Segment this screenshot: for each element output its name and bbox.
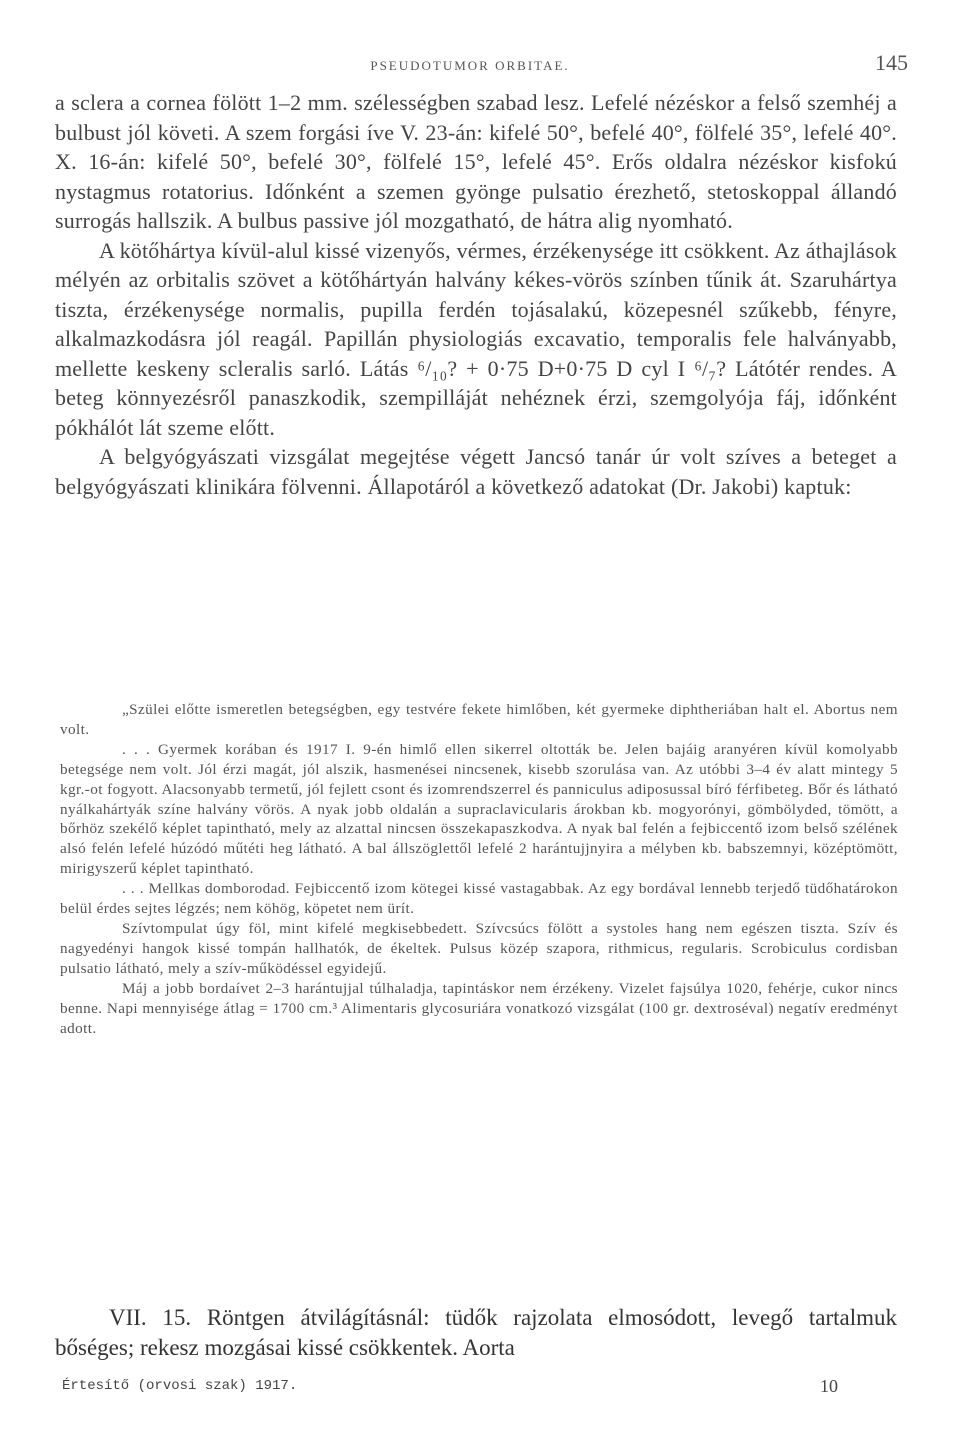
- page-number: 145: [875, 50, 908, 75]
- page-footer: [0, 1372, 960, 1402]
- main-text: [55, 88, 897, 501]
- journal-footer: Értesítő (orvosi szak) 1917.: [62, 1378, 298, 1394]
- paragraph-internal-exam: A belgyógyászati vizsgálat megejtése végett Jancsó tanár úr volt szíves a beteget a belgyógyászati klinikára fölvenni. Állapotáról a következő adatokat (Dr. Jakobi) kaptuk:: [55, 444, 897, 499]
- paragraph-xray: VII. 15. Röntgen átvilágításnál: tüdők rajzolata elmosódott, levegő tartalmuk bőséges; rekesz mozgásai kissé csökkentek. Aorta: [55, 1305, 897, 1360]
- signature-mark: 10: [820, 1376, 838, 1396]
- report-paragraph-liver-urine: Máj a jobb bordaívet 2–3 harántujjal túlhaladja, tapintáskor nem érzékeny. Vizelet fajsúlya 1020, fehérje, cukor nincs benne. Napi mennyisége átlag = 1700 cm.³ Alimentaris glycosuriára vonatkozó vizsgálat (100 gr. dextroséval) negatív eredményt adott.: [60, 979, 898, 1037]
- report-paragraph-heart: Szívtompulat úgy föl, mint kifelé megkisebbedett. Szívcsúcs fölött a systoles hang nem egészen tiszta. Szív és nagyedényi hangok kissé tompán hallhatók, de ékeltek. Pulsus közép szapora, rithmicus, regularis. Scrobiculus cordisban pulsatio látható, mely a szív-működéssel egyidejű.: [60, 919, 898, 977]
- page-header: [0, 50, 960, 80]
- xray-section: [55, 1303, 897, 1362]
- paragraph-continuation: a sclera a cornea fölött 1–2 mm. szélességben szabad lesz. Lefelé nézéskor a felső szemhéj a bulbust jól követi. A szem forgási íve V. 23-án: kifelé 50°, befelé 40°, fölfelé 35°, lefelé 40°. X. 16-án: kifelé 50°, befelé 30°, fölfelé 15°, lefelé 45°. Erős oldalra nézéskor kisfokú nystagmus rotatorius. Időnként a szemen gyönge pulsatio érezhető, stetoskoppal állandó surrogás hallszik. A bulbus passive jól mozgatható, de hátra alig nyomható.: [55, 90, 897, 233]
- report-paragraph-family: „Szülei előtte ismeretlen betegségben, egy testvére fekete himlőben, két gyermeke diphtheriában halt el. Abortus nem volt.: [60, 701, 898, 738]
- report-paragraph-chest: . . . Mellkas domborodad. Fejbiccentő izom kötegei kissé vastagabbak. Az egy bordával lennebb terjedő tüdőhatárokon belül érdes sejtes légzés; nem köhög, köpetet nem ürít.: [60, 880, 898, 918]
- quoted-report: [60, 700, 898, 1038]
- running-title: PSEUDOTUMOR ORBITAE.: [370, 58, 570, 73]
- report-paragraph-history: . . . Gyermek korában és 1917 I. 9-én himlő ellen sikerrel oltották be. Jelen bajáig aranyéren kívül komolyabb betegsége nem volt. Jól érzi magát, jól alszik, hasmenései nincsenek, kisebb szorulása van. Az utóbbi 3–4 év alatt mintegy 5 kgr.-ot fogyott. Alacsonyabb termetű, jól fejlett csont és izomrendszerrel és panniculus adiposussal bíró férfibeteg. Bőr és látható nyálkahártyák színe halvány vörös. A nyak jobb oldalán a supraclavicularis árokban kb. mogyorónyi, gömbölyded, tömött, a bőrhöz szekélő képlet tapintható, mely az alzattal nincsen összekapaszkodva. A nyak bal felén a fejbiccentő izom belső szélének alsó felén lefelé húzódó műtéti heg látható. A bal állszöglettől lefelé 2 harántujjnyira a mélyben kb. babszemnyi, középtömött, mirigyszerű képlet tapintható.: [60, 740, 898, 878]
- paragraph-conjunctiva: A kötőhártya kívül-alul kissé vizenyős, vérmes, érzékenysége itt csökkent. Az áthajlások mélyén az orbitalis szövet a kötőhártyán halvány kékes-vörös színben tűnik át. Szaruhártya tiszta, érzékenysége normalis, pupilla ferdén tojásalakú, közepesnél szűkebb, fényre, alkalmazkodásra jól reagál. Papillán physiologiás excavatio, temporalis fele halványabb, mellette keskeny scleralis sarló. Látás ⁶/₁₀? + 0·75 D+0·75 D cyl I ⁶/₇? Látótér rendes. A beteg könnyezésről panaszkodik, szempilláját nehéznek érzi, szemgolyója fáj, időnként pókhálót lát szeme előtt.: [55, 237, 897, 440]
